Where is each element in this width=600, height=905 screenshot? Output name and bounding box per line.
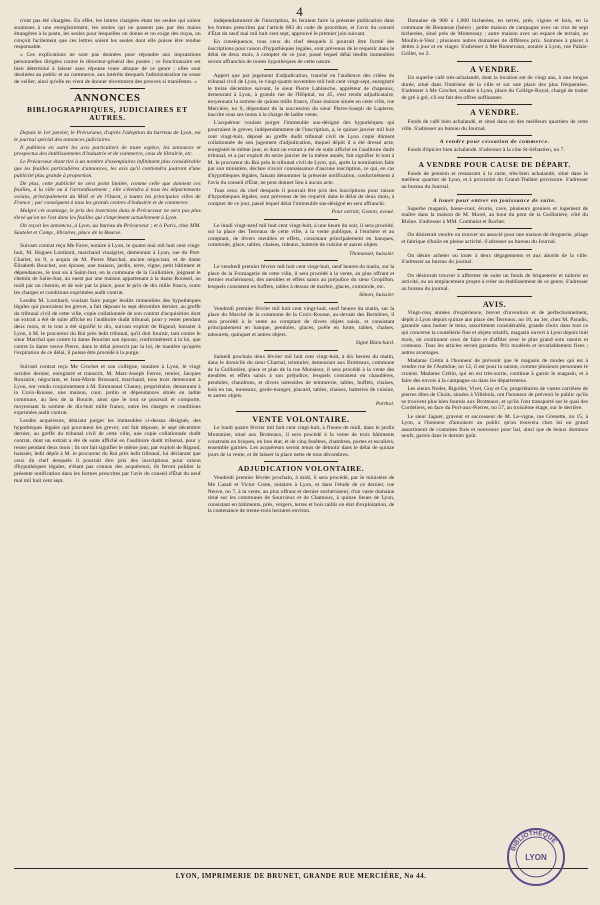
separator (264, 350, 339, 351)
separator (264, 260, 339, 261)
sale-notice: Fonds de café bien achalandé, et situé dans un des meilleurs quartiers de cette ville. S'adresser au bureau du Journal. (401, 118, 588, 132)
annonces-intro: Depuis le 1er janvier, le Précurseur, d'après l'adoption du barreau de Lyon, est le journal spécial des annonces judiciaires. (14, 129, 201, 143)
property-notice: Domaine de 900 à 1,000 bicherées, en terres, prés, vignes et bois, en la commune de Bonnesse (Isère) ; petite maison de campagne avec un clos de sept bicherées, situé près de Montessuy ; autre maison avec un espace de terrain, au Moulin-à-Vent ; plusieurs autres domaines de différens prix. Sommes à placer à dettes à jour et en viager. S'adresser à Me Bonnevaux, notaire à Lyon, rue Palais-Grillet, no 2. (401, 18, 588, 57)
classified-notice: On désirerait vendre ou trouver un associé pour une maison de droguerie, pliage et fabrique d'huile en pleine activité. S'adresser au bureau du Journal. (401, 232, 588, 246)
avis-notice: Vingt-cinq années d'expérience, brevet d'invention et de perfectionnement, dépôt à Lyon depuis quinze ans place des Terreaux, no 10, au 1er, chez M. Paradis, garantie sans humer le tems, assortiment considérable, grande choix dans tout ce qui concerne la coutellerie fine et objets relatifs, magasin ouvert à Lyon depuis huit mois, où continuent ceux de faire et d'affiler avec le plus grand soin rasoirs et couteaux. Tous les articles seront garantis. Prix modérés et invariablement fixes ; autres avantages. (401, 310, 588, 356)
for-sale-title: A VENDRE. (469, 108, 520, 118)
rent-notice: Superbe magasin, basse-cour, écurie, cave, plusieurs greniers et logement de maître dans la maison de M. Morel, au bout du pont de la Guillotière, côté du Rhône. S'adresser à MM. Combalot et Rocher. (401, 205, 588, 225)
notice-signature: Pour extrait, Gonon, avoué. (331, 209, 395, 216)
annonces-intro: Le Précurseur étant tiré à un nombre d'exemplaires infiniment plus considérable que les feuilles particulières d'annonces, les avis qu'il contiendra jouiront d'une publicité plus grande à proportion. (14, 159, 201, 179)
annonces-intro: Malgré cet avantage, le prix des insertions dans le Précurseur ne sera pas plus élevé qu'on ne l'est dans les feuilles qui s'impriment actuellement à Lyon. (14, 208, 201, 222)
auction-notice: Samedi prochain deux février mil huit cent vingt-huit, à dix heures du matin, dans le domicile du sieur Charnal, teinturier, demeurant aux Brotteaux, commune de la Guillotière, place et plan de la rue Monsieur, il sera procédé à la vente des meubles et effets saisis à son préjudice, lesquels consistent en chaudières, pendules, chaudrons, et divers ustensiles de teinturerie, tables, buffets, chaises, bois en tas, tonneaux, garde-manger, placard, tables, chaises, batteries de cuisine, et autres objets. (207, 353, 395, 400)
svg-text:LYON: LYON (525, 853, 547, 862)
intro-paragraph: « Ces explications ne sont pas données pour répondre aux imputations personnelles dirigées contre le directeur-général des postes ; ce fonctionnaire est bien déterminé à laisser sans réponse toute attaque de ce genre ; elles sont destinées au public et au commerce, aux intérêts desquels l'administration ne cesse de veiller, ainsi qu'elle en vient de donner récemment des preuves si manifestes. » (14, 52, 201, 85)
voluntary-sale-title: VENTE VOLONTAIRE. (252, 414, 350, 424)
notice-signature: Thomasset, huissier. (349, 250, 395, 257)
separator (457, 296, 532, 297)
annonces-intro: Il publiera en outre les avis particuliers de toute espèce, les annonces et prospectus des établissements d'industrie et de commerce, ceux de librairie, etc. (14, 144, 201, 158)
annonces-intro: De plus, cette publicité ne sera point limitée, comme celle que donnent ces feuilles, à la ville ou à l'arrondissement ; elle s'étendra à tous les départements voisins, principalement du Midi et de l'Ouest, à toutes les principales villes de France ; par conséquent à tous les grands centres d'industrie et de commerce. (14, 180, 201, 207)
separator (70, 88, 145, 89)
annonces-title: ANNONCES (74, 92, 141, 105)
separator (457, 249, 532, 250)
page-number: 4 (296, 4, 304, 19)
for-rent-title: A louer pour entrer en jouissance de suite. (432, 197, 557, 204)
separator (457, 269, 532, 270)
library-stamp (505, 826, 567, 888)
for-sale-title: A vendre pour cessation de commerce. (439, 139, 550, 146)
legal-notice: Lesdits acquéreurs, désirant purger les immeubles ci-dessus désignés, des hypothèques légales qui pouvaient les grever, ont fait déposer, le sept décembre dernier, au greffe du tribunal civil de cette ville, une copie collationnée dudit contrat, dont un extrait a été de suite affiché en l'auditoire dudit tribunal, pour y rester pendant deux mois ; ils ont fait signifier le même jour, par exploit de Rigaud, huissier, ledit dépôt à M. le procureur du Roi près ledit tribunal, lui déclarant que ceux du chef desquels il pourrait être pris des inscriptions pour raison d'hypothèques légales, n'étant pas connus des acquéreurs, ils feront publier la présente notification dans les formes prescrites par l'avis du conseil d'État du neuf mai mil huit cent sept. (14, 418, 201, 484)
adjudication-notice: Vendredi premier février prochain, à midi, il sera procédé, par le ministère de Me Casati et Victor Coste, notaires à Lyon, et dans l'étude de ce dernier, rue Neuve, no 7, à la vente, au plus offrant et dernier enchérisseur, d'un vaste domaine situé sur les communes de Sourcieux et de Chamoux, à quinze lieues de Lyon, consistant en bâtiments, prés, vergers, terres et bois taillis en état d'exploitation, de la contenance de trente-trois hectares environ. (207, 475, 395, 515)
classified-notice: On désire acheter ou louer à deux dégagements et aux abords de la ville. S'adresser au bureau du journal. (401, 252, 588, 266)
legal-notice: Suivant contrat reçu Me Farre, notaire à Lyon, le quatre mai mil huit cent vingt-huit, M. Hugues Lombard, marchand vinaigrier, demeurant à Lyon, rue du Port-Charlet, no 9, a acquis de M. Pierre Marchal, ancien négociant, et de dame Élisabeth Bouchet, son épouse, une maison, jardin, terre, vigne, petit bâtiment et dépendances, le tout sis à Saint-Just, en la commune de la Guillotière, joignant le chemin de Saint-Just, au ouest par une maison appartenant à la dame Roussel, au midi par un chemin, et de soir par la place, pour le prix de dix mille francs, outre les charges et conditions exprimées audit contrat. (14, 243, 201, 296)
library-stamp-icon (505, 826, 567, 888)
columns (14, 18, 588, 868)
classified-notice: On désirerait trouver à affermer de suite un fonds de briqueterie et tuilerie en activité, ou un emplacement propre à créer un établissement de ce genre. S'adresser au bureau du journal. (401, 272, 588, 293)
auction-notice: Le vendredi premier février mil huit cent vingt-huit, neuf heures du matin, sur la place de la Fromagerie de cette ville, il sera procédé à la vente, au plus offrant et dernier enchérisseur, des meubles et effets saisis au préjudice du sieur Gropillon, lesquels consistent en buffets, tables à dessus de marbre, glaces, commode, etc. (207, 264, 395, 290)
column-1 (14, 18, 201, 868)
annonces-intro: On reçoit les annonces, à Lyon, au bureau du Précurseur ; et à Paris, chez MM. Sautelet et Comp., libraires, place de la Bourse. (14, 223, 201, 236)
separator (264, 302, 339, 303)
separator (457, 61, 532, 62)
for-sale-title: A VENDRE. (469, 64, 520, 74)
imprint-text: LYON, IMPRIMERIE DE BRUNET, GRANDE RUE MERCIÈRE, No 44. (175, 872, 427, 880)
voluntary-sale-notice: Le lundi quatre février mil huit cent vingt-huit, à l'heure de midi, dans le jardin Montanier, situé aux Brotteaux, il sera procédé à la vente de trois bâtiments construits en briques, en bon état, et de cinq fenêtres, chambres, portes et escaliers, ensemble garnies. Les acquéreurs seront tenus de démolir dans le délai de quinze jours de la vente, et de laisser la place nette de tous décombres. (207, 425, 395, 458)
separator (264, 461, 339, 462)
notice-signature: Porthol. (375, 401, 395, 408)
legal-notice: En conséquence, tous ceux du chef desquels il pourrait être formé des inscriptions pour raison d'hypothèques légales, sont prévenus de le requérir dans le délai de deux mois, à compter de ce jour, passé lequel délai lesdits immeubles seront affranchis de toutes hypothèques de cette nature. (207, 39, 395, 66)
avis-notice: Les sieurs Nodet, Rigollet, Vivet, Guy et Ce, propriétaires de vastes carrières de pierres dites de Choin, situées à Villebois, ont l'honneur de prévenir le public qu'ils se trouvent plus bien fournis aux Brotteaux, et qu'ils l'ont transporté sur le quai des Cordeliers, en face du Port-aux-Pierres, no 57, au troisième étage, sur le derrière. (401, 385, 588, 412)
legal-notice: Tous ceux du chef desquels il pourrait être pris des inscriptions pour raison d'hypothèques légales, sont prévenus de les requérir dans le délai de deux mois, à compter de ce jour, passé lequel délai l'immeuble sus-désigné en sera affranchi. (207, 187, 395, 207)
auction-notice: Le lundi vingt-neuf mil huit cent vingt-huit, à une heure du soir, il sera procédé, sur la place des Terreaux de cette ville, à la vente publique, à l'enchère et au comptant, de divers meubles et effets, consistant principalement en banques, commode, glace, tables, chaises, rideaux, batterie de cuisine et autres objets. (207, 222, 395, 249)
sale-notice: Fonds de pension et restaurant à la carte, très-bien achalandé, situé dans le meilleur quartier de Lyon, et à proximité du Grand-Théâtre provisoire. S'adresser au bureau du Journal. (401, 170, 588, 190)
intro-paragraph: n'ont pas été chargées. En effet, les lettres chargées étant les seules qui soient soumises à une enregistrement, les seules qui ne passent pas par des mains étrangères à la poste, les seules pour lesquelles on donne et on exige des reçus, on conçoit facilement que ces lettres soient les seules dont elle puisse être rendue responsable. (14, 18, 201, 51)
notice-signature: Signé Blanchard. (355, 340, 395, 347)
separator (457, 194, 532, 195)
sale-notice: Un superbe café très-achalandé, dont la location est de vingt ans, à une longue durée, situé dans l'intérieur de la ville et sur une place des plus fréquentées. S'adresser à Me Crochet, notaire à Lyon, place du Collège-Royal, chargé de traiter de gré à gré, s'il est fait des offres suffisantes. (401, 75, 588, 101)
for-sale-title: A VENDRE POUR CAUSE DE DÉPART. (418, 159, 571, 169)
separator (457, 228, 532, 229)
separator (70, 360, 145, 361)
column-2 (208, 18, 395, 868)
legal-notice: Appert que par jugement d'adjudication, tranché en l'audience des criées du tribunal civil de Lyon, le vingt-quatre novembre mil huit cent vingt-sept, enregistré le treize décembre suivant, le sieur Pierre Lablanche, apprêteur de chapeaux, demeurant à Lyon, à grande rue de l'Hôpital, no 45, s'est rendu adjudicataire, moyennant la somme de quinze mille francs, d'une maison située en cette ville, rue Mercière, no 6, dépendant de la succession du sieur Pierre-Joseph de Lapierre, inscrite sous ses noms à la charge de ladite vente. (207, 72, 395, 119)
column-3 (401, 18, 588, 868)
imprint-footer (14, 868, 588, 883)
separator (264, 219, 339, 220)
annonces-subtitle: BIBLIOGRAPHIQUES, JUDICIAIRES ET AUTRES. (26, 104, 188, 123)
separator (457, 104, 532, 105)
legal-notice: Lesdits M. Lombard, voulant faire purger lesdits immeubles des hypothèques légales qui pourraient les grever, a fait déposer le sept décembre dernier, au greffe du tribunal civil de cette ville, copie collationnée de son contrat d'acquisition dont un extrait a été de suite affiché en l'auditoire dudit tribunal, pour y rester pendant deux mois, et le tout a été signifié le dix, suivant exploit de Rigaud, huissier à Lyon, à M. le procureur du Roi près ledit tribunal, qu'il doit fournir, tant contre le sieur Marchal que contre la dame Bouchet son épouse, conformément à la loi, que contre la dame veuve Pierre, dans le délai prescrit par la loi, de manière qu'après l'expiration de ce délai, il puisse être procédé à la purge. (14, 297, 201, 357)
legal-notice: indépendamment de l'inscription, ils feraient faire la présente publication dans les formes prescrites par l'article 683 du code de procédure, et l'avis du conseil d'État du neuf mai mil huit cent sept, approuvé le premier juin suivant. (207, 18, 395, 38)
separator (236, 411, 367, 412)
separator (457, 135, 532, 136)
legal-notice: Suivant contrat reçu Me Crochet et son collègue, notaires à Lyon, le vingt octobre dernier, enregistré et transcrit, M. Marc-Joseph Ferrez, rentier, Jacques Rouzaire, négociant, et Jean-Marie Brossard, marchand, tous trois demeurant à Lyon, ont vendu conjointement à M. Emmanuel Chaney, propriétaire, demeurant à la Croix-Rousse, une maison, cour, jardin et dépendances situés en ladite commune, au lieu de la Boucle, ainsi que le tout se poursuit et comporte, moyennant la somme de dix-huit mille francs, outre les charges et conditions exprimées audit contrat. (14, 363, 201, 417)
svg-text:BIBLIOTHÈQUE: BIBLIOTHÈQUE (509, 829, 558, 853)
legal-notice: L'acquéreur voulant purger l'immeuble sus-désigné des hypothèques qui pourraient le grever, indépendamment de l'inscription, a, le quinze janvier mil huit cent vingt-huit, déposé au greffe dudit tribunal civil de Lyon copie dûment collationnée de son jugement d'adjudication, duquel dépôt il a été dressé acte, enregistré le même jour, et dont un extrait a été de suite affiché en l'auditoire dudit tribunal, et a par exploit du seize janvier de la même année, fait signifier le tout à M. le procureur du Roi près le tribunal civil de Lyon, qui, après la nomination faite par son ministère, déclare n'avoir connaissance d'aucune inscription, ce qui, en cas d'hypothèques légales, faisant dénommer la présente notification, conformément à l'avis du conseil d'État, ne peut donner lieu à aucun acte. (207, 120, 395, 186)
separator (70, 239, 145, 240)
avis-notice: Madame Crétin à l'honneur de prévenir que le magasin de modes qui est à vendre rue de l'Aumône, no 12, il est pour la saison, comme plusieurs personnes le croient. Madame Crétin, qui en est très-sortie, continue à garnir le magasin, et à faire des envois à la campagne ou dans les départemens. (401, 357, 588, 384)
adjudication-title: ADJUDICATION VOLONTAIRE. (237, 464, 365, 474)
notice-signature: Simon, huissier. (359, 291, 395, 298)
separator (70, 126, 145, 127)
auction-notice: Vendredi premier février mil huit cent vingt-huit, neuf heures du matin, sur la place du Marché de la commune de la Croix-Rousse, au-devant des Bernières, il sera procédé à la vente au comptant de divers objets saisis, et consistant principalement en banque, pendules, glaces, poêle en fonte, tables, chaises, tabourets, quinquet et autres objets. (207, 305, 395, 338)
sale-notice: Fonds d'épicier bien achalandé. S'adresser à la côte St-Sébastien, no 7. (407, 147, 565, 154)
separator (264, 69, 339, 70)
separator (457, 157, 532, 158)
avis-notice: Le sieur Jaguet, graveur et successeur de M. Le-vigne, rue Grenette, no 15, à Lyon, a l'honneur d'annoncer au public qu'on trouvera chez lui un grand assortiment de costumes frais et nouveaux pour bal, ainsi que de beaux dominos neufs, garnis dans le dernier goût. (401, 413, 588, 440)
avis-title: AVIS. (482, 299, 507, 309)
